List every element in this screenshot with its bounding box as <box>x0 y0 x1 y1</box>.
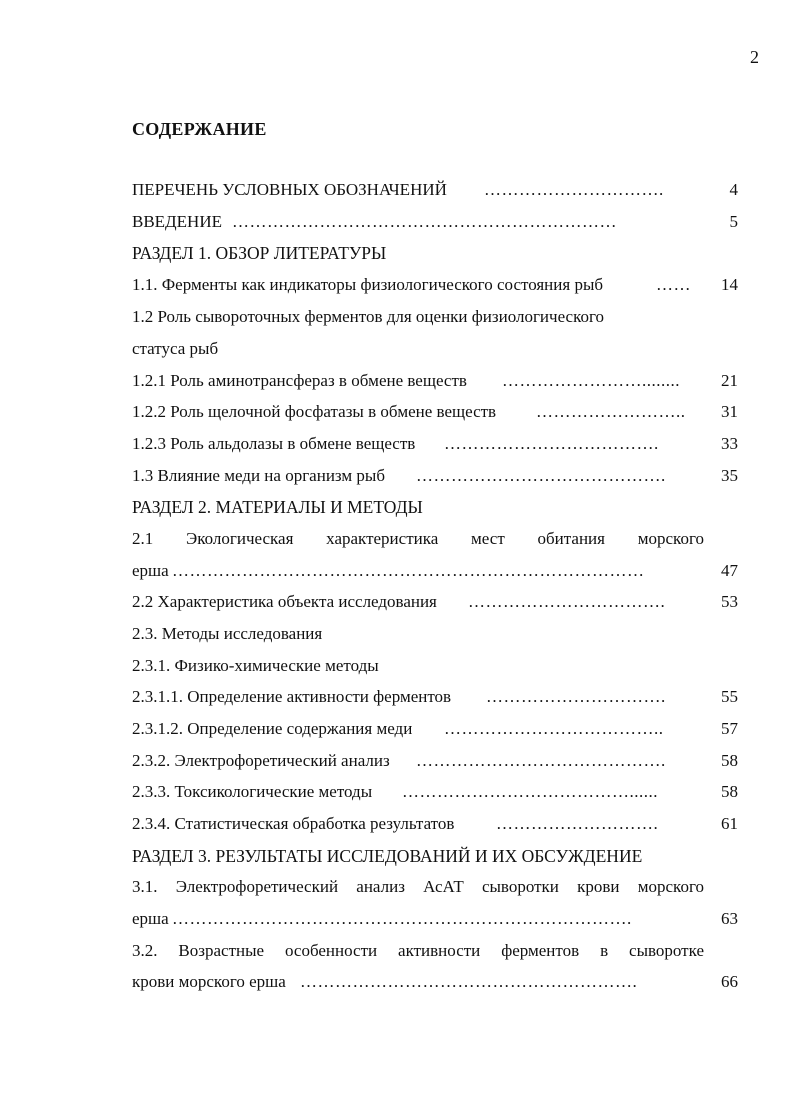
toc-entry-leader: ……………………………….. <box>444 719 664 738</box>
toc-entry <box>132 937 738 967</box>
toc-entry-page: 33 <box>721 434 738 453</box>
toc-entry <box>132 525 738 555</box>
toc-entry-page: 58 <box>721 751 738 770</box>
toc-entry-page: 63 <box>721 909 738 928</box>
toc-entry-leader: …………………………………………………. <box>300 972 638 991</box>
toc-entry-leader: …… <box>656 275 691 294</box>
page-title: СОДЕРЖАНИЕ <box>132 119 267 139</box>
toc-entry-leader: ……………………………………. <box>416 751 666 770</box>
toc-entry-leader: …………………………. <box>484 180 664 199</box>
toc-entry-leader: ……………………........ <box>502 371 680 390</box>
toc-entry <box>132 905 738 935</box>
toc-entry-text: 3.1. Электрофоретический анализ АсАТ сыворотки крови морского <box>132 877 704 896</box>
toc-entry-text: 1.2.1 Роль аминотрансфераз в обмене веществ <box>132 371 467 390</box>
toc-entry-text: РАЗДЕЛ 1. ОБЗОР ЛИТЕРАТУРЫ <box>132 243 387 263</box>
toc-entry <box>132 620 738 650</box>
toc-entry <box>132 208 738 238</box>
toc-entry <box>132 335 738 365</box>
toc-entry-text: 1.2.3 Роль альдолазы в обмене веществ <box>132 434 416 453</box>
toc-entry-page: 35 <box>721 466 738 485</box>
toc-entry-text: ПЕРЕЧЕНЬ УСЛОВНЫХ ОБОЗНАЧЕНИЙ <box>132 180 447 199</box>
toc-entry <box>132 367 738 397</box>
toc-entry-page: 53 <box>721 592 738 611</box>
toc-entry-text: 2.2 Характеристика объекта исследования <box>132 592 437 611</box>
toc-entry <box>132 778 738 808</box>
toc-section-heading <box>132 239 738 269</box>
toc-entry <box>132 747 738 777</box>
toc-entry-page: 31 <box>721 402 738 421</box>
toc-entry-text: статуса рыб <box>132 339 219 358</box>
toc-entry-text: РАЗДЕЛ 3. РЕЗУЛЬТАТЫ ИССЛЕДОВАНИЙ И ИХ ОБСУЖДЕНИЕ <box>132 846 643 866</box>
toc-entry <box>132 271 738 301</box>
toc-entry-text: ВВЕДЕНИЕ <box>132 212 222 231</box>
toc-entry-page: 57 <box>721 719 738 738</box>
toc-entry <box>132 968 738 998</box>
toc-entry-text: 2.3. Методы исследования <box>132 624 323 643</box>
toc-entry-text: 2.3.2. Электрофоретический анализ <box>132 751 390 770</box>
toc-entry-text: 1.1. Ферменты как индикаторы физиологического состояния рыб <box>132 275 604 294</box>
toc-entry <box>132 810 738 840</box>
toc-entry <box>132 303 738 333</box>
toc-entry <box>132 683 738 713</box>
toc-entry-leader: ……………………………………………………………………. <box>172 909 632 928</box>
toc-entry-page: 58 <box>721 782 738 801</box>
toc-entry-leader: …………………….. <box>536 402 686 421</box>
toc-section-heading <box>132 493 738 523</box>
toc-entry-page: 14 <box>721 275 738 294</box>
toc-entry-text: 1.2 Роль сывороточных ферментов для оценки физиологического <box>132 307 605 326</box>
toc-section-heading <box>132 842 738 872</box>
toc-entry <box>132 715 738 745</box>
toc-entry-leader: ……………………………………………………………………… <box>172 561 645 580</box>
toc-entry-text: 2.3.4. Статистическая обработка результатов <box>132 814 455 833</box>
toc-entry <box>132 398 738 428</box>
toc-entry-leader: ……………………………. <box>468 592 666 611</box>
toc-entry-text: 2.3.3. Токсикологические методы <box>132 782 373 801</box>
toc-entry-text: РАЗДЕЛ 2. МАТЕРИАЛЫ И МЕТОДЫ <box>132 497 423 517</box>
toc-entry <box>132 652 738 682</box>
toc-entry <box>132 873 738 903</box>
toc-entry-page: 66 <box>721 972 738 991</box>
toc-entry-leader: ……………………………………. <box>416 466 666 485</box>
toc-entry-leader: …………………………. <box>486 687 666 706</box>
toc-entry-leader: ………………………………. <box>444 434 659 453</box>
toc-entry-page: 5 <box>729 212 738 231</box>
toc-entry-text: ерша <box>132 909 169 928</box>
page-number: 2 <box>750 47 759 67</box>
toc-entry-page: 55 <box>721 687 738 706</box>
toc-entry-page: 4 <box>729 180 738 199</box>
toc-entry-leader: ………………………………………………………… <box>232 212 617 231</box>
toc-entry <box>132 430 738 460</box>
toc-entry <box>132 588 738 618</box>
toc-entry-page: 61 <box>721 814 738 833</box>
toc-entry-page: 21 <box>721 371 738 390</box>
toc-entry-text: 3.2. Возрастные особенности активности ферментов в сыворотке <box>132 941 704 960</box>
toc-entry <box>132 462 738 492</box>
toc-entry <box>132 557 738 587</box>
toc-entry-text: крови морского ерша <box>132 972 286 991</box>
toc-entry-text: 2.1 Экологическая характеристика мест обитания морского <box>132 529 704 548</box>
toc-entry-leader: …………………………………...... <box>402 782 658 801</box>
toc-entry-text: 2.3.1.2. Определение содержания меди <box>132 719 413 738</box>
toc-entry-text: ерша <box>132 561 169 580</box>
toc-entry-text: 1.3 Влияние меди на организм рыб <box>132 466 385 485</box>
toc-entry-text: 1.2.2 Роль щелочной фосфатазы в обмене веществ <box>132 402 497 421</box>
toc-entry-page: 47 <box>721 561 738 580</box>
toc-entry-text: 2.3.1.1. Определение активности ферментов <box>132 687 452 706</box>
toc-entry-text: 2.3.1. Физико-химические методы <box>132 656 379 675</box>
toc-entry <box>132 176 738 206</box>
toc-entry-leader: ………………………. <box>496 814 659 833</box>
